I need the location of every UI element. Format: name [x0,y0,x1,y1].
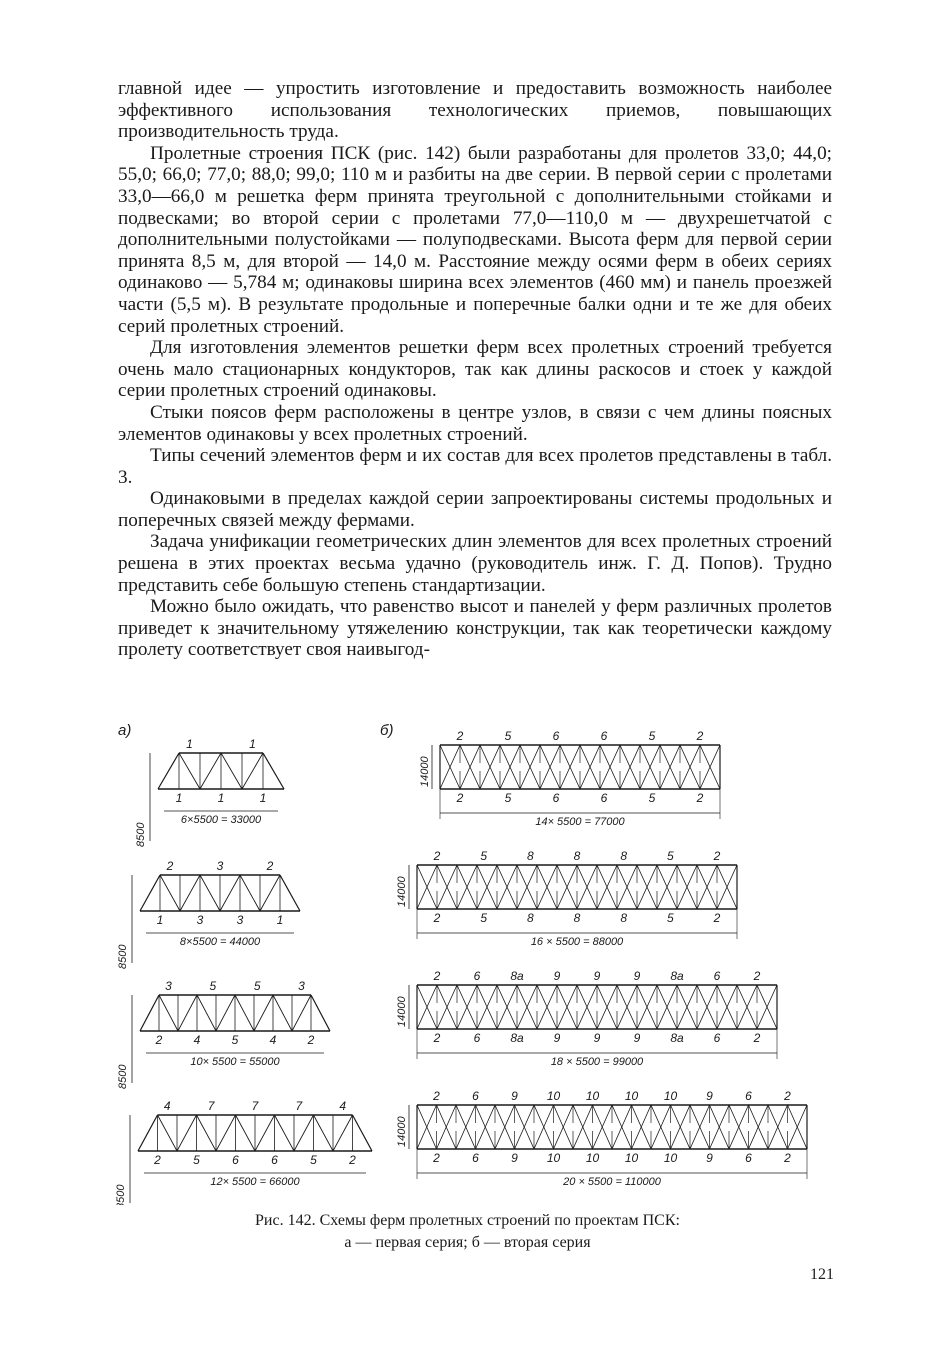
web-diagonal [255,1115,275,1151]
top-chord-label: 6 [745,1089,752,1103]
top-chord-label: 2 [433,849,441,863]
paragraph: Задача унификации геометрических длин элементов для всех пролетных строений решена в этих проектах весьма удачно (руководитель инж. Г. Д. Попов). Трудно представить себе большую степень стандартизации. [118,531,832,596]
top-chord-label: 6 [473,969,481,983]
top-chord-label: 6 [713,969,721,983]
bottom-chord-label: 9 [553,1031,561,1045]
bottom-chord-label: 8а [510,1031,524,1045]
web-diagonal [159,995,178,1031]
web-diagonal [216,995,235,1031]
bottom-chord-label: 2 [349,1153,356,1167]
bottom-chord-label: 4 [269,1033,277,1047]
bottom-chord-label: 1 [217,791,225,805]
paragraph: Для изготовления элементов решетки ферм всех пролетных строений требуется очень мало стационарных кондукторов, так как длины раскосов и стоек у каждой серии пролетных строений одинаковы. [118,337,832,402]
web-diagonal [235,995,254,1031]
paragraph: Пролетные строения ПСК (рис. 142) были разработаны для пролетов 33,0; 44,0; 55,0; 66,0; 77,0; 88,0; 99,0; 110 м и разбиты на две серии. В первой серии с пролетами 33,0—66,0 м решетка ферм принята треугольной с дополнительными стойками и подвесками; во второй серии с пролетами 77,0—110,0 м — двухрешетчатой с дополнительными полустойками — полуподвесками. Высота ферм для первой серии принята 8,5 м, для второй — 14,0 м. Расстояние между осями ферм в обеих сериях одинаково — 5,784 м; одинаковы ширина всех элементов (460 мм) и панель проезжей части (5,5 м). В результате продольные и поперечные балки одни и те же для обеих серий пролетных строений. [118,142,832,337]
web-diagonal [240,875,260,911]
bottom-chord-label: 2 [433,1151,440,1165]
top-chord-label: 1 [249,737,256,751]
bottom-chord-label: 3 [236,913,244,927]
bottom-chord-label: 2 [784,1151,791,1165]
span-label: 10× 5500 = 55000 [190,1056,280,1068]
top-chord-label: 2 [753,969,761,983]
span-label: 20 × 5500 = 110000 [563,1176,661,1188]
height-label: 8500 [117,1064,129,1089]
web-diagonal [242,753,263,789]
web-diagonal [220,875,240,911]
paragraph: Типы сечений элементов ферм и их состав для всех пролетов представлены в табл. 3. [118,445,832,488]
truss-figure [110,705,840,1205]
top-chord-label: 8 [573,849,581,863]
top-chord-label: 5 [253,979,261,993]
bottom-chord-label: 2 [155,1033,163,1047]
bottom-chord-label: 2 [456,791,464,805]
web-diagonal [177,1115,197,1151]
top-chord-label: 6 [552,729,560,743]
web-diagonal [179,753,200,789]
top-chord-label: 6 [472,1089,479,1103]
height-label: 14000 [396,876,408,907]
bottom-chord-label: 1 [259,791,267,805]
bottom-chord-label: 8а [670,1031,684,1045]
top-chord-label: 10 [585,1089,600,1103]
top-chord-label: 5 [480,849,488,863]
height-label: 8500 [117,944,129,969]
top-chord-label: 3 [298,979,305,993]
bottom-chord-label: 3 [196,913,204,927]
web-diagonal [260,875,280,911]
top-chord-label: 5 [648,729,656,743]
bottom-chord-label: 5 [504,791,512,805]
web-diagonal [273,995,292,1031]
web-diagonal [197,1115,217,1151]
bottom-chord-label: 9 [511,1151,518,1165]
top-chord-label: 8 [526,849,534,863]
bottom-chord-label: 5 [231,1033,239,1047]
top-chord-label: 5 [504,729,512,743]
caption-line-2: а — первая серия; б — вторая серия [344,1234,591,1251]
web-diagonal [294,1115,314,1151]
web-diagonal [216,1115,236,1151]
bottom-chord-label: 10 [546,1151,561,1165]
end-diagonal [353,1115,373,1151]
height-label: 14000 [396,996,408,1027]
top-chord-label: 1 [186,737,193,751]
series-b-label: б) [380,722,394,739]
bottom-chord-label: 6 [745,1151,752,1165]
span-label: 12× 5500 = 66000 [210,1176,300,1188]
web-diagonal [180,875,200,911]
top-chord-label: 9 [593,969,601,983]
bottom-chord-label: 1 [276,913,284,927]
paragraph: Стыки поясов ферм расположены в центре узлов, в связи с чем длины поясных элементов одинаковы у всех пролетных строений. [118,401,832,445]
span-label: 8×5500 = 44000 [179,936,261,948]
web-diagonal [158,1115,178,1151]
web-diagonal [236,1115,256,1151]
top-chord-label: 6 [600,729,608,743]
span-label: 14× 5500 = 77000 [535,816,625,828]
top-chord-label: 9 [511,1089,518,1103]
bottom-chord-label: 4 [193,1033,201,1047]
top-chord-label: 8 [620,849,628,863]
page-number: 121 [810,1266,834,1283]
bottom-chord-label: 10 [624,1151,639,1165]
top-chord-label: 2 [433,1089,440,1103]
truss-diagrams [110,705,840,1205]
bottom-chord-label: 2 [753,1031,761,1045]
height-label: 14000 [419,756,431,787]
top-chord-label: 2 [166,859,174,873]
bottom-chord-label: 6 [271,1153,278,1167]
top-chord-label: 3 [165,979,172,993]
bottom-chord-label: 9 [706,1151,713,1165]
web-diagonal [160,875,180,911]
paragraph: Можно было ожидать, что равенство высот и панелей у ферм различных пролетов приведет к значительному утяжелению конструкции, так как теоретически каждому пролету соответствует своя наивыгод- [118,596,832,661]
paragraph: главной идее — упростить изготовление и предоставить возможность наиболее эффективного использования технологических приемов, повышающих производительность труда. [118,78,832,143]
caption-line-1: Рис. 142. Схемы ферм пролетных строений по проектам ПСК: [255,1212,680,1229]
end-diagonal [263,753,284,789]
bottom-chord-label: 5 [666,911,674,925]
top-chord-label: 2 [713,849,721,863]
top-chord-label: 10 [663,1089,678,1103]
bottom-chord-label: 2 [696,791,704,805]
bottom-chord-label: 2 [433,911,441,925]
top-chord-label: 8а [670,969,684,983]
bottom-chord-label: 5 [310,1153,317,1167]
top-chord-label: 9 [553,969,561,983]
height-label: 14000 [396,1116,408,1147]
web-diagonal [178,995,197,1031]
bottom-chord-label: 9 [633,1031,641,1045]
end-diagonal [311,995,330,1031]
span-label: 6×5500 = 33000 [180,814,262,826]
top-chord-label: 7 [251,1099,259,1113]
top-chord-label: 2 [784,1089,791,1103]
top-chord-label: 2 [266,859,274,873]
web-diagonal [292,995,311,1031]
body-text [118,78,832,661]
end-diagonal [140,875,160,911]
bottom-chord-label: 6 [472,1151,479,1165]
height-label: 8500 [115,1184,127,1205]
top-chord-label: 3 [216,859,224,873]
web-diagonal [275,1115,295,1151]
top-chord-label: 10 [624,1089,639,1103]
end-diagonal [140,995,159,1031]
bottom-chord-label: 2 [433,1031,441,1045]
bottom-chord-label: 6 [552,791,560,805]
web-diagonal [200,875,220,911]
web-diagonal [254,995,273,1031]
height-label: 8500 [135,822,147,847]
span-label: 16 × 5500 = 88000 [530,936,624,948]
bottom-chord-label: 9 [593,1031,601,1045]
top-chord-label: 2 [696,729,704,743]
top-chord-label: 7 [207,1099,215,1113]
series-a-label: а) [118,722,132,739]
top-chord-label: 4 [339,1099,347,1113]
bottom-chord-label: 10 [663,1151,678,1165]
paragraph: Одинаковыми в пределах каждой серии запроектированы системы продольных и поперечных связей между фермами. [118,488,832,531]
end-diagonal [138,1115,158,1151]
bottom-chord-label: 6 [473,1031,481,1045]
bottom-chord-label: 6 [713,1031,721,1045]
bottom-chord-label: 2 [307,1033,315,1047]
bottom-chord-label: 8 [526,911,534,925]
top-chord-label: 10 [546,1089,561,1103]
top-chord-label: 5 [209,979,217,993]
top-chord-label: 9 [633,969,641,983]
web-diagonal [197,995,216,1031]
bottom-chord-label: 5 [648,791,656,805]
end-diagonal [158,753,179,789]
bottom-chord-label: 6 [232,1153,239,1167]
web-diagonal [314,1115,334,1151]
web-diagonal [221,753,242,789]
end-diagonal [280,875,300,911]
bottom-chord-label: 1 [156,913,164,927]
top-chord-label: 5 [666,849,674,863]
bottom-chord-label: 8 [573,911,581,925]
bottom-chord-label: 2 [713,911,721,925]
top-chord-label: 8а [510,969,524,983]
bottom-chord-label: 5 [480,911,488,925]
bottom-chord-label: 1 [175,791,183,805]
web-diagonal [200,753,221,789]
bottom-chord-label: 5 [193,1153,200,1167]
bottom-chord-label: 8 [620,911,628,925]
top-chord-label: 9 [706,1089,713,1103]
span-label: 18 × 5500 = 99000 [550,1056,644,1068]
figure-caption [0,1210,935,1254]
top-chord-label: 7 [295,1099,303,1113]
top-chord-label: 2 [456,729,464,743]
web-diagonal [333,1115,353,1151]
top-chord-label: 2 [433,969,441,983]
bottom-chord-label: 6 [600,791,608,805]
bottom-chord-label: 2 [154,1153,161,1167]
top-chord-label: 4 [163,1099,171,1113]
bottom-chord-label: 10 [585,1151,600,1165]
